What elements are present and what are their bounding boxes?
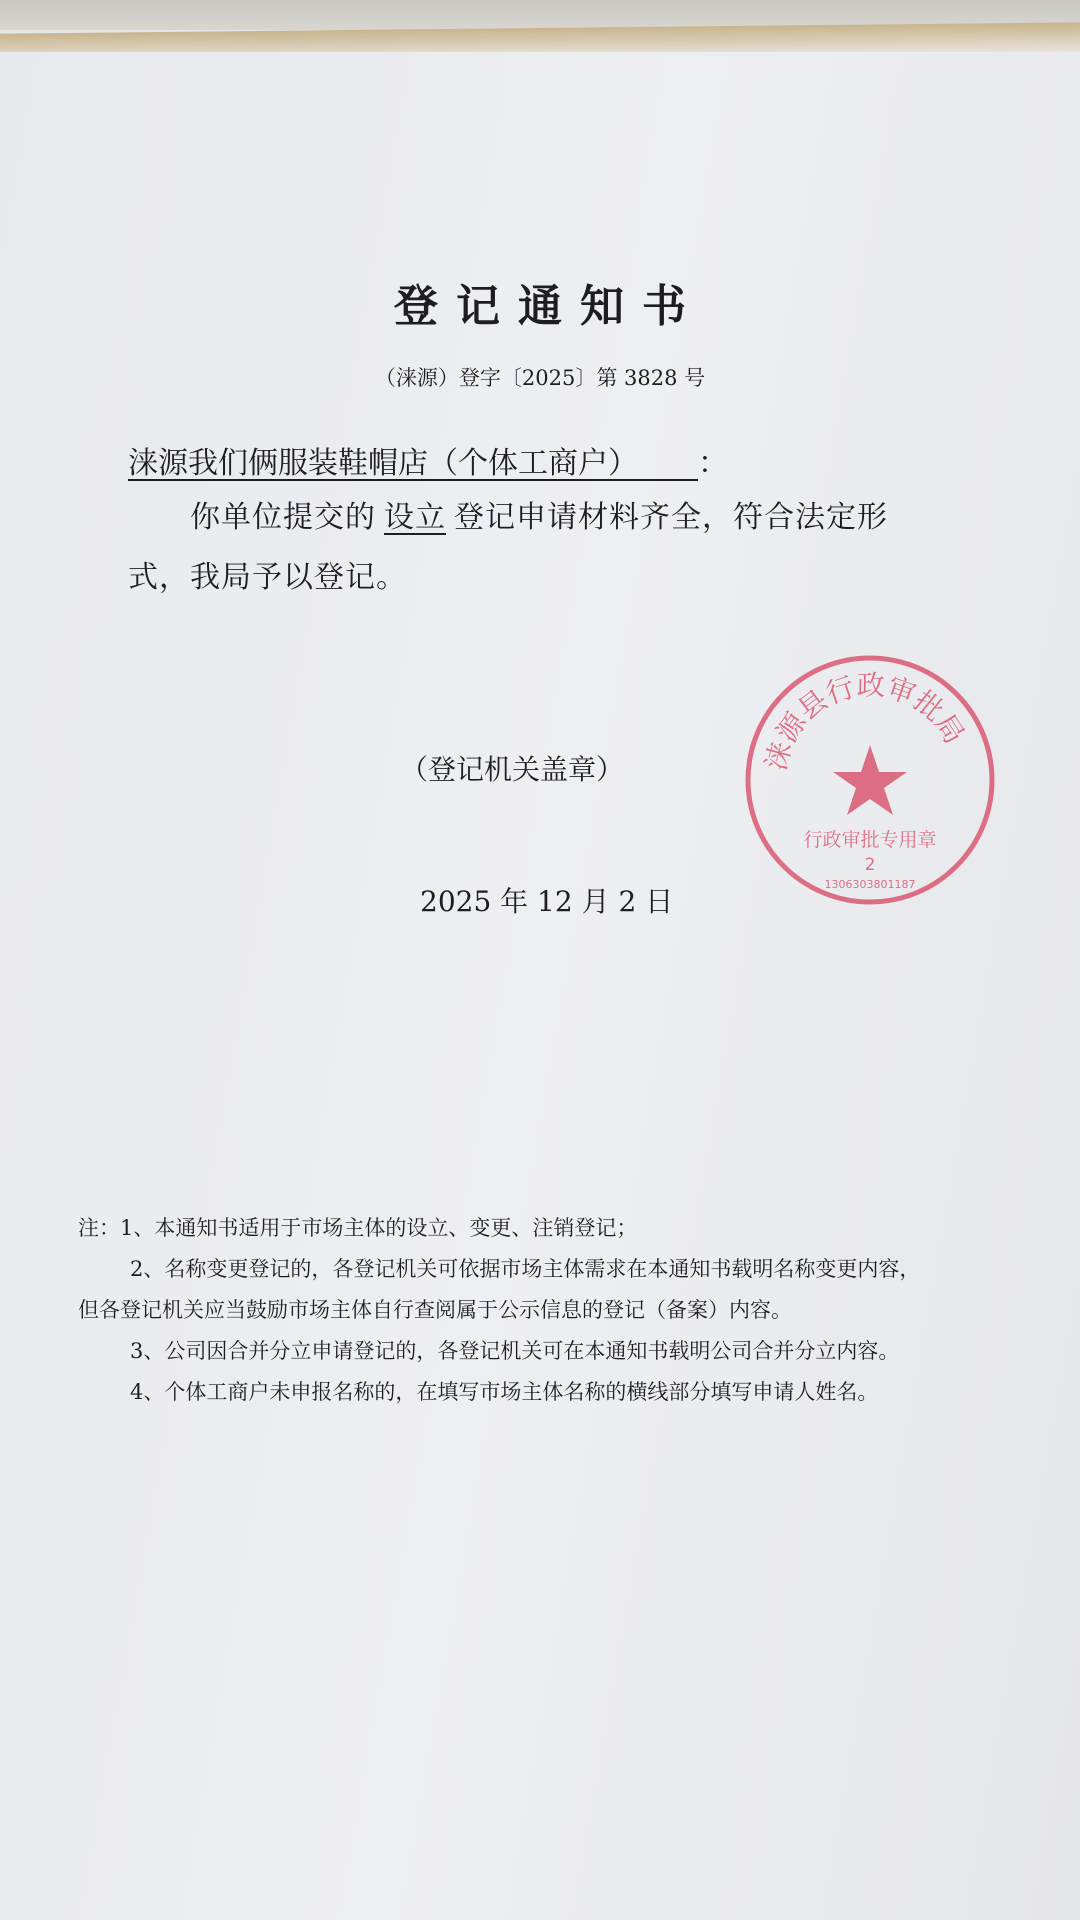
registration-type: 设立 [384, 500, 446, 535]
addressee-colon: ： [698, 446, 728, 481]
document-number: （涞源）登字〔2025〕第 3828 号 [374, 366, 706, 390]
body-line-1 [190, 492, 888, 536]
seal-number: 2 [864, 855, 876, 875]
body-prefix: 你单位提交的 [190, 500, 376, 535]
note-item: 注：1、本通知书适用于市场主体的设立、变更、注销登记； [78, 1216, 638, 1240]
seal-inner-text: 行政审批专用章 [803, 829, 937, 851]
star-icon [833, 745, 907, 815]
body-suffix: 登记申请材料齐全，符合法定形 [454, 500, 888, 535]
official-seal [740, 650, 1000, 910]
note-item: 但各登记机关应当鼓励市场主体自行查阅属于公示信息的登记（备案）内容。 [78, 1298, 792, 1322]
seal-label: （登记机关盖章） [400, 753, 625, 786]
seal-code: 1306303801187 [824, 878, 916, 891]
notes-section [78, 1208, 920, 1413]
addressee-name: 涞源我们俩服装鞋帽店（个体工商户） [128, 446, 638, 481]
note-item: 3、公司因合并分立申请登记的，各登记机关可在本通知书载明公司合并分立内容。 [130, 1339, 900, 1363]
note-item: 2、名称变更登记的，各登记机关可依据市场主体需求在本通知书载明名称变更内容， [130, 1257, 921, 1281]
addressee-line [128, 438, 728, 482]
document-title: 登记通知书 [394, 281, 704, 332]
note-item: 4、个体工商户未申报名称的，在填写市场主体名称的横线部分填写申请人姓名。 [130, 1380, 879, 1404]
body-line-2: 式，我局予以登记。 [128, 560, 407, 595]
seal-outer-text: 涞源县行政审批局 [759, 668, 971, 774]
issue-date: 2025 年 12 月 2 日 [420, 885, 674, 918]
